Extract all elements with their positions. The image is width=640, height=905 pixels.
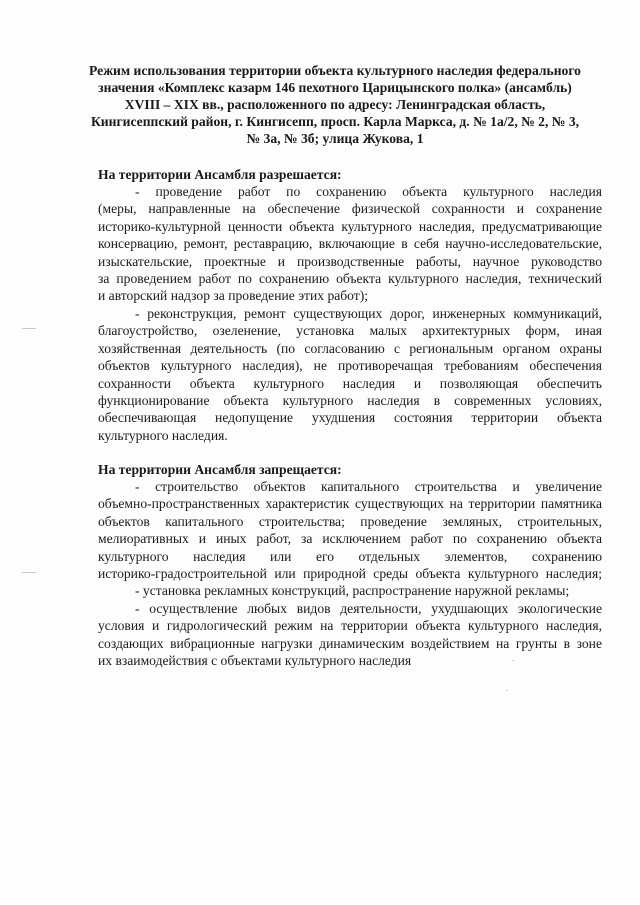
- text-line: историко-культурной ценности объекта культурного наследия, предусматривающие: [98, 218, 602, 234]
- title-line: значения «Комплекс казарм 146 пехотного Царицынского полка» (ансамбль): [98, 80, 572, 95]
- text-line: изыскательские, проектные и производственные работы, научное руководство: [98, 253, 602, 269]
- text-line: - проведение работ по сохранению объекта культурного наследия: [135, 184, 602, 199]
- title-line: Режим использования территории объекта культурного наследия федерального: [89, 63, 581, 78]
- allowed-heading: На территории Ансамбля разрешается:: [98, 167, 342, 182]
- scan-speck: [506, 690, 508, 691]
- text-line: условия и гидрологический режим на территории объекта культурного наследия,: [98, 618, 602, 634]
- allowed-item-2: [61, 305, 602, 444]
- text-line: консервацию, ремонт, реставрацию, включающие в себя научно-исследовательские,: [98, 236, 602, 252]
- text-line: сохранности объекта культурного наследия и позволяющая обеспечить: [98, 375, 602, 391]
- text-line: их взаимодействия с объектами культурного наследия: [98, 653, 412, 669]
- text-line: объектов капитального строительства; проведение земляных, строительных,: [98, 513, 602, 529]
- scan-margin-mark: [22, 328, 36, 329]
- text-line: за проведением работ по сохранению объекта культурного наследия, технический: [98, 270, 602, 286]
- text-line: культурного наследия.: [98, 427, 228, 443]
- title-line: XVIII – XIX вв., расположенного по адресу: Ленинградская область,: [124, 97, 546, 112]
- text-line: историко-градостроительной или природной среды объекта культурного наследия;: [98, 565, 602, 581]
- prohibited-item-3: [61, 600, 602, 670]
- allowed-item-1: [61, 183, 602, 305]
- text-line: обеспечивающая недопущение ухудшения состояния территории объекта: [98, 410, 602, 426]
- text-line: хозяйственная деятельность (по согласованию с региональным органом охраны: [98, 340, 602, 356]
- text-line: - строительство объектов капитального строительства и увеличение: [135, 479, 602, 494]
- title-line: № 3а, № 3б; улица Жукова, 1: [246, 131, 424, 146]
- text-line: - осуществление любых видов деятельности, ухудшающих экологические: [135, 601, 602, 616]
- prohibited-item-2: [61, 582, 602, 599]
- text-line: культурного наследия или его отдельных элементов, сохранению: [98, 548, 602, 564]
- document-title: [60, 62, 610, 147]
- text-line: и авторский надзор за проведение этих работ);: [98, 288, 369, 304]
- scan-speck: [512, 660, 514, 661]
- title-line: Кингисеппский район, г. Кингисепп, просп. Карла Маркса, д. № 1а/2, № 2, № 3,: [90, 114, 580, 129]
- prohibited-heading: На территории Ансамбля запрещается:: [98, 462, 342, 477]
- text-line: объектов культурного наследия), не противоречащая требованиям обеспечения: [98, 358, 602, 374]
- text-line: (меры, направленные на обеспечение физической сохранности и сохранение: [98, 201, 602, 217]
- text-line: - установка рекламных конструкций, распространение наружной рекламы;: [135, 583, 570, 598]
- text-line: - реконструкция, ремонт существующих дорог, инженерных коммуникаций,: [135, 306, 602, 321]
- text-line: создающих вибрационные нагрузки динамическим воздействием на грунты в зоне: [98, 635, 602, 651]
- text-line: мелиоративных и иных работ, за исключением работ по сохранению объекта: [98, 531, 602, 547]
- text-line: функционирование объекта культурного наследия в современных условиях,: [98, 392, 602, 408]
- prohibited-item-1: [61, 478, 602, 582]
- scan-margin-mark: [22, 572, 36, 573]
- text-line: благоустройство, озеленение, установка малых архитектурных форм, иная: [98, 323, 602, 339]
- text-line: объемно-пространственных характеристик существующих на территории памятника: [98, 496, 602, 512]
